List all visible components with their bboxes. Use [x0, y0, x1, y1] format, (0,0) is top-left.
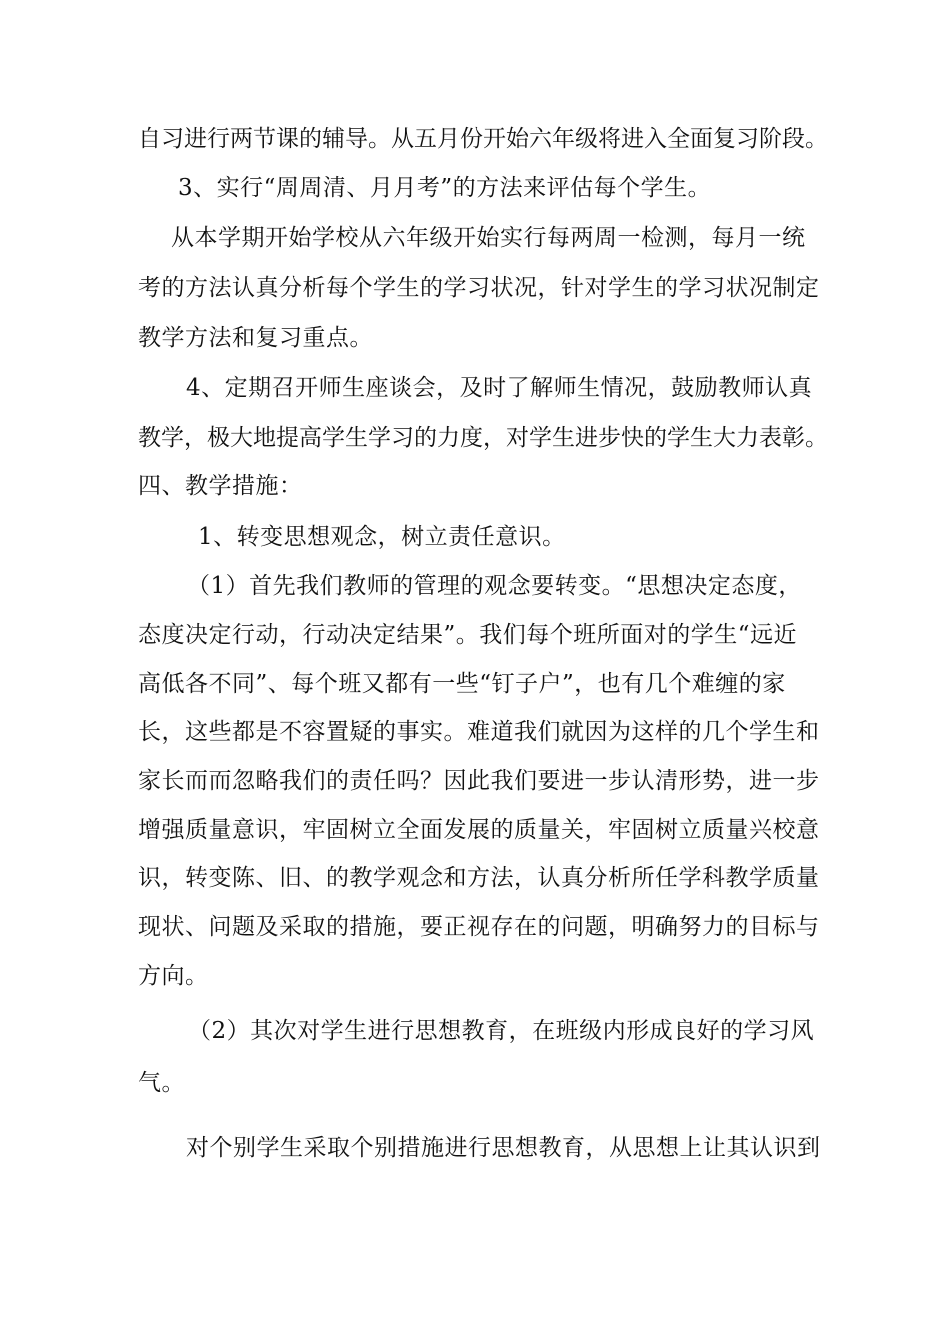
section-heading: 四、教学措施： [138, 473, 303, 499]
text-line: 方向。 [138, 963, 209, 989]
text-line: 现状、问题及采取的措施，要正视存在的问题，明确努力的目标与 [138, 914, 820, 940]
text-line: 对个别学生采取个别措施进行思想教育，从思想上让其认识到 [186, 1135, 821, 1161]
text-line: 3、实行“周周清、月月考”的方法来评估每个学生。 [178, 175, 712, 201]
text-line: 自习进行两节课的辅导。从五月份开始六年级将进入全面复习阶段。 [138, 126, 828, 152]
text-line: （1）首先我们教师的管理的观念要转变。“思想决定态度， [187, 573, 802, 599]
text-line: 教学，极大地提高学生学习的力度，对学生进步快的学生大力表彰。 [138, 425, 828, 451]
text-line: 家长而而忽略我们的责任吗？因此我们要进一步认清形势，进一步 [138, 768, 820, 794]
text-line: 4、定期召开师生座谈会，及时了解师生情况，鼓励教师认真 [186, 375, 813, 401]
text-line: 高低各不同”、每个班又都有一些“钉子户”，也有几个难缠的家 [138, 671, 786, 697]
text-line: 从本学期开始学校从六年级开始实行每两周一检测，每月一统 [171, 225, 806, 251]
subheading: 1、转变思想观念，树立责任意识。 [198, 524, 566, 550]
text-line: 长，这些都是不容置疑的事实。难道我们就因为这样的几个学生和 [138, 719, 820, 745]
text-line: 气。 [138, 1070, 185, 1096]
text-line: 态度决定行动，行动决定结果”。我们每个班所面对的学生“远近 [138, 622, 798, 648]
text-line: 增强质量意识，牢固树立全面发展的质量关，牢固树立质量兴校意 [138, 817, 820, 843]
text-line: 考的方法认真分析每个学生的学习状况，针对学生的学习状况制定 [138, 275, 820, 301]
text-line: 识，转变陈、旧、的教学观念和方法，认真分析所任学科教学质量 [138, 865, 820, 891]
text-line: 教学方法和复习重点。 [138, 325, 373, 351]
text-line: （2）其次对学生进行思想教育，在班级内形成良好的学习风 [188, 1018, 815, 1044]
